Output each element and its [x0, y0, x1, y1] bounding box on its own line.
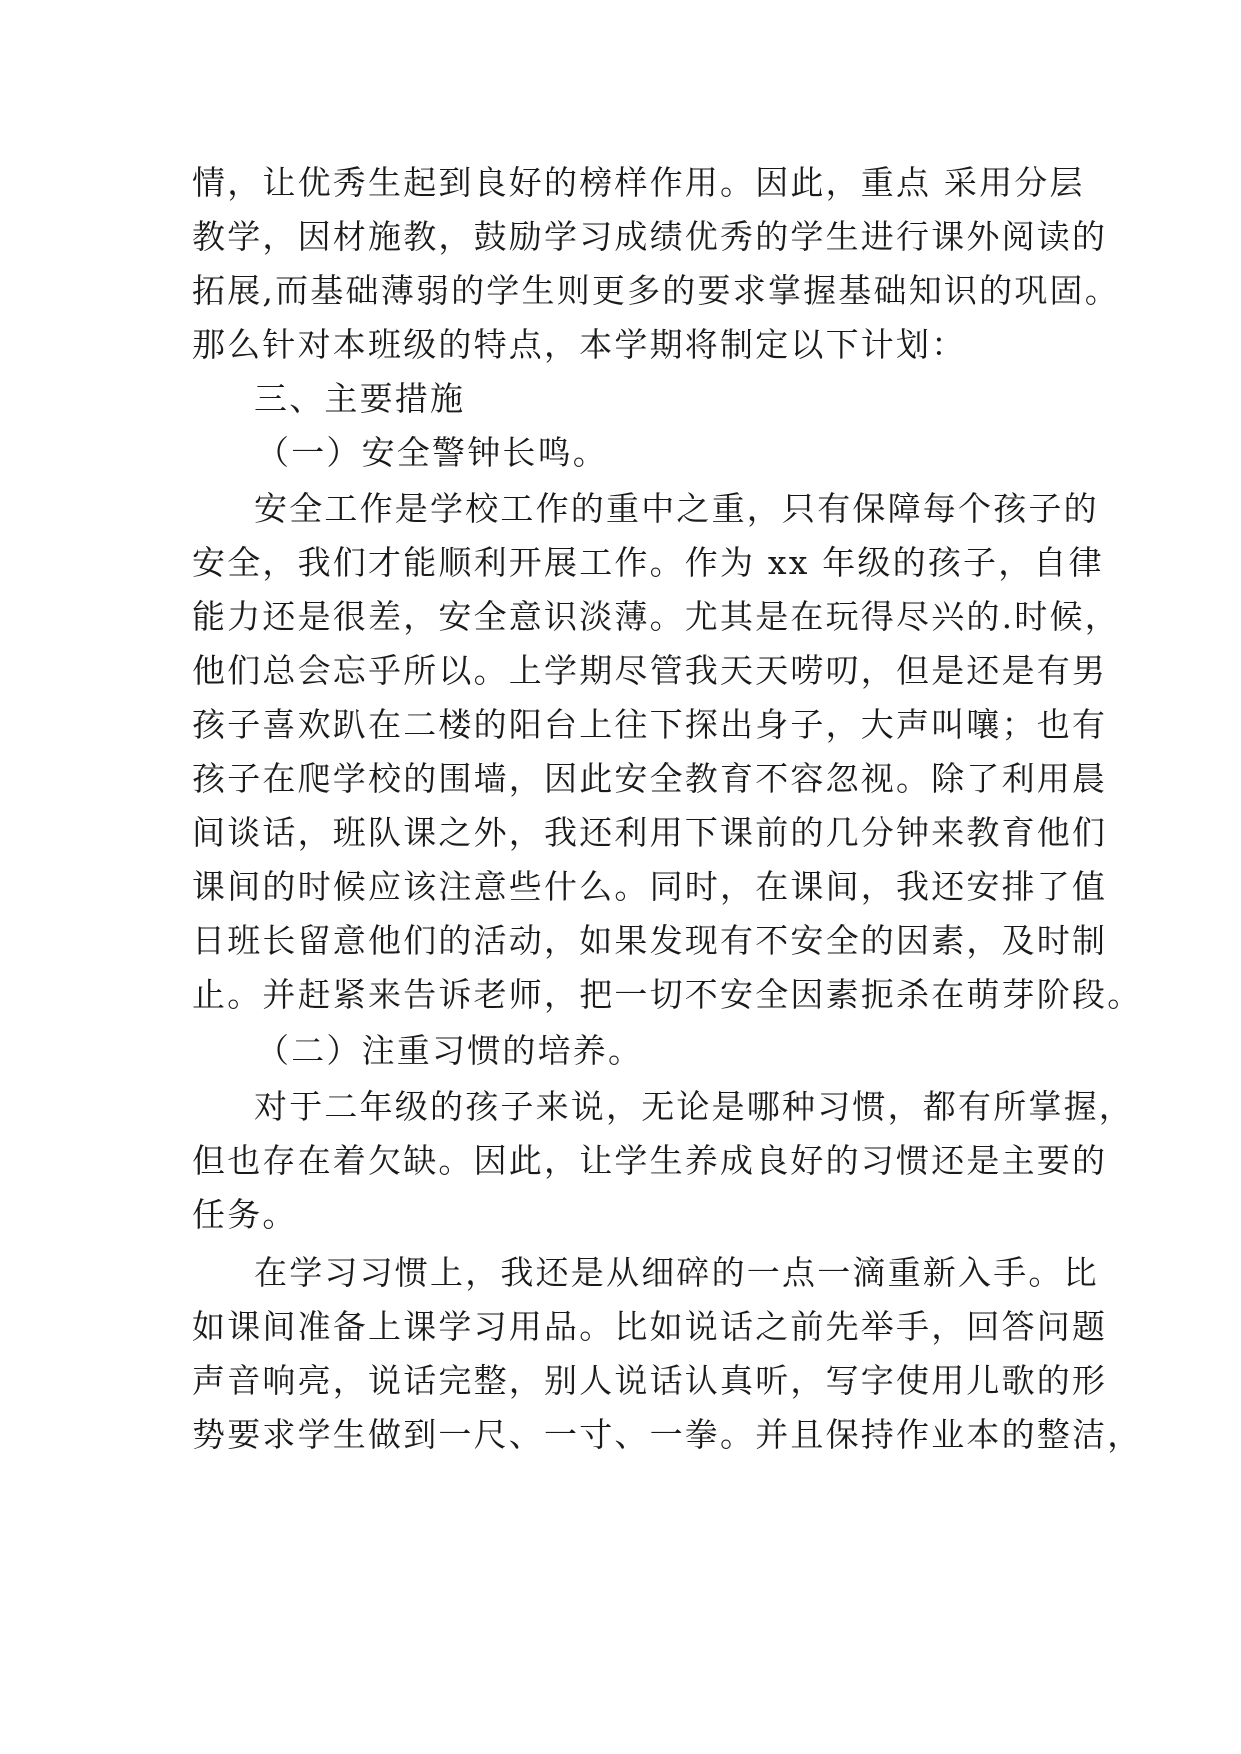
text-line: 情，让优秀生起到良好的榜样作用。因此，重点 采用分层 [192, 163, 1085, 202]
text-line: 课间的时候应该注意些什么。同时，在课间，我还安排了值 [192, 867, 1108, 906]
text-line: 但也存在着欠缺。因此，让学生养成良好的习惯还是主要的 [192, 1141, 1108, 1180]
subsection-heading: （二）注重习惯的培养。 [256, 1031, 644, 1070]
text-line: 孩子喜欢趴在二楼的阳台上往下探出身子，大声叫嚷；也有 [192, 705, 1108, 744]
text-line: 间谈话，班队课之外，我还利用下课前的几分钟来教育他们 [192, 813, 1108, 852]
text-line: 他们总会忘乎所以。上学期尽管我天天唠叨，但是还是有男 [192, 651, 1108, 690]
text-line: 势要求学生做到一尺、一寸、一拳。并且保持作业本的整洁， [192, 1415, 1143, 1454]
text-line: 任务。 [192, 1195, 298, 1234]
text-line: 声音响亮，说话完整，别人说话认真听，写字使用儿歌的形 [192, 1361, 1108, 1400]
text-line: 日班长留意他们的活动，如果发现有不安全的因素，及时制 [192, 921, 1108, 960]
text-line: 安全，我们才能顺利开展工作。作为 xx 年级的孩子，自律 [192, 543, 1104, 582]
text-line: 教学，因材施教，鼓励学习成绩优秀的学生进行课外阅读的 [192, 217, 1108, 256]
section-heading: 三、主要措施 [254, 379, 466, 418]
paragraph-first-line: 安全工作是学校工作的重中之重，只有保障每个孩子的 [254, 489, 1099, 528]
text-line: 止。并赶紧来告诉老师，把一切不安全因素扼杀在萌芽阶段。 [192, 975, 1143, 1014]
text-line: 拓展,而基础薄弱的学生则更多的要求掌握基础知识的巩固。 [192, 271, 1120, 310]
text-line: 那么针对本班级的特点，本学期将制定以下计划： [192, 325, 967, 364]
text-line: 如课间准备上课学习用品。比如说话之前先举手，回答问题 [192, 1307, 1108, 1346]
subsection-heading: （一）安全警钟长鸣。 [256, 433, 608, 472]
text-line: 能力还是很差，安全意识淡薄。尤其是在玩得尽兴的.时候， [192, 597, 1120, 636]
text-line: 孩子在爬学校的围墙，因此安全教育不容忽视。除了利用晨 [192, 759, 1108, 798]
paragraph-first-line: 对于二年级的孩子来说，无论是哪种习惯，都有所掌握， [254, 1087, 1134, 1126]
paragraph-first-line: 在学习习惯上，我还是从细碎的一点一滴重新入手。比 [254, 1253, 1099, 1292]
